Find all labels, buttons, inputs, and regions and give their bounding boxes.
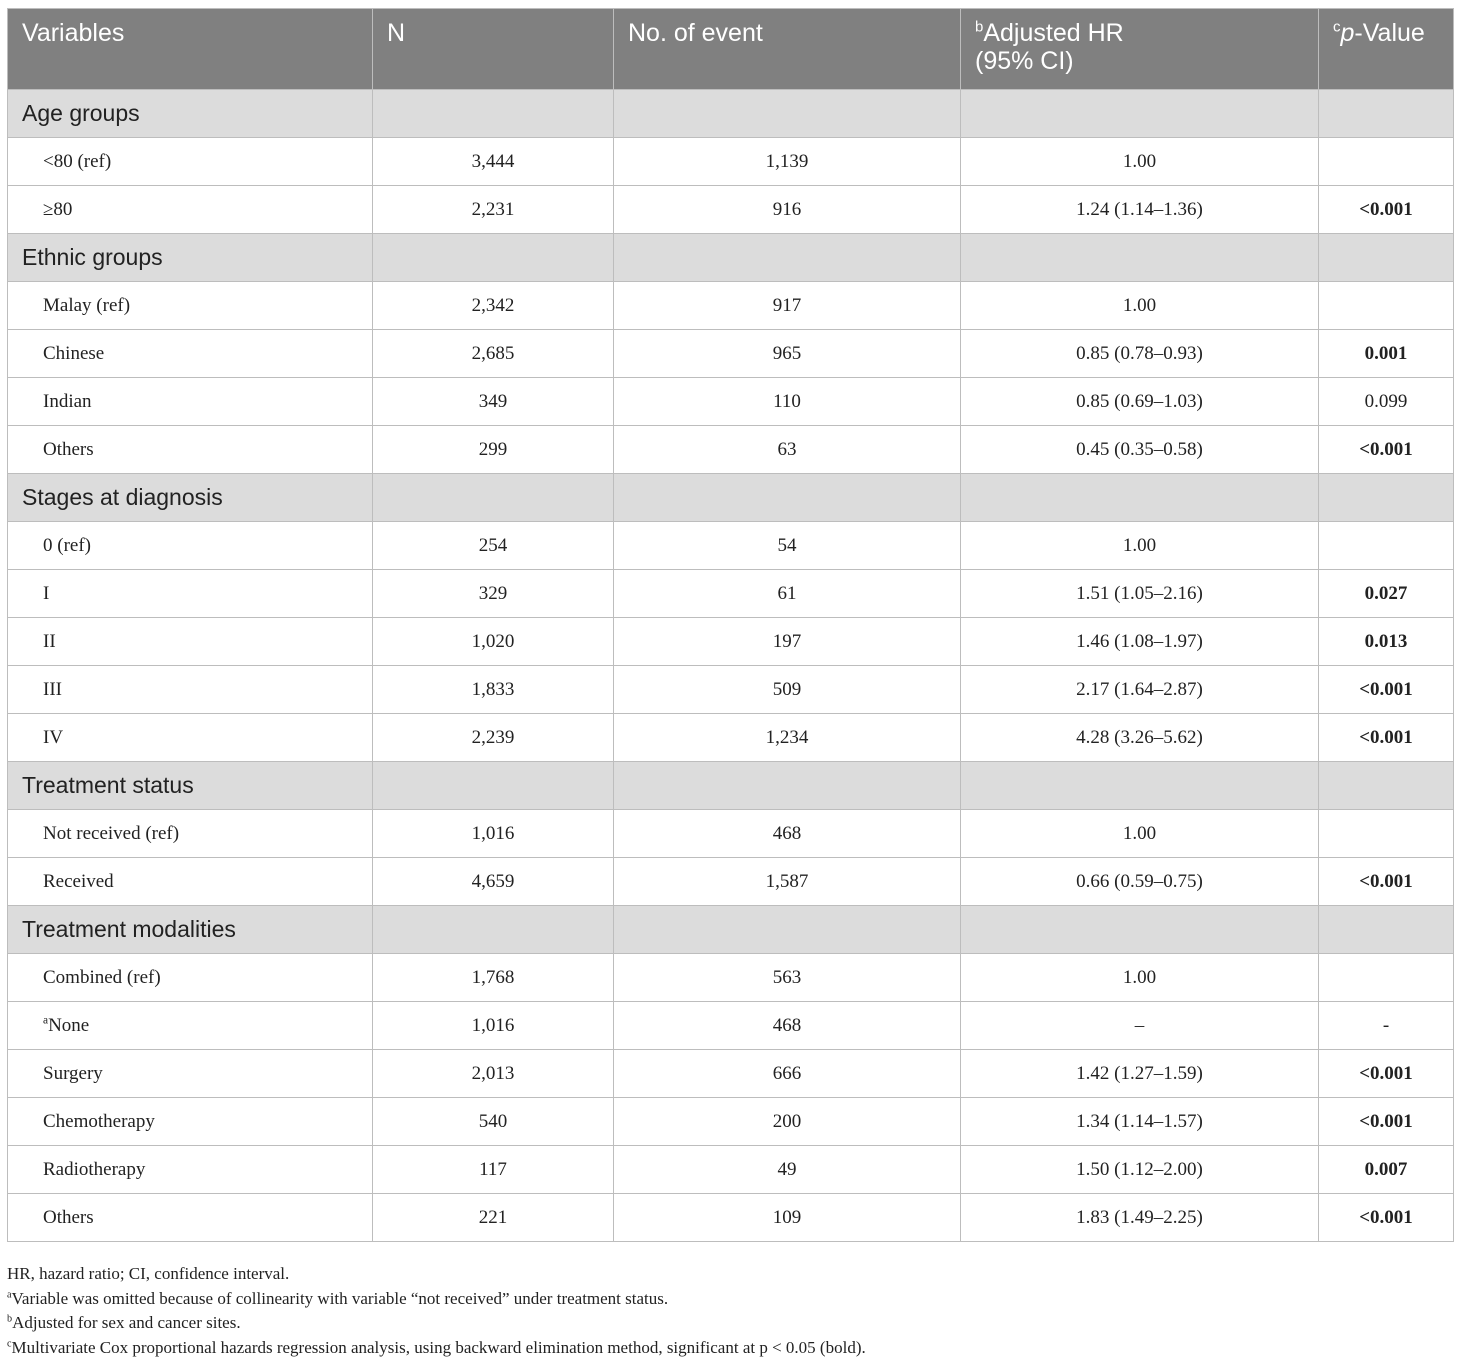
hr-cell: 1.00 xyxy=(961,522,1319,570)
group-empty-cell xyxy=(1319,906,1454,954)
hr-cell: 1.42 (1.27–1.59) xyxy=(961,1050,1319,1098)
footnote-text: Multivariate Cox proportional hazards regression analysis, using backward elimination method, significant at p < 0.05 (bold). xyxy=(11,1337,866,1357)
row-label xyxy=(8,186,373,234)
hr-cell: 1.51 (1.05–2.16) xyxy=(961,570,1319,618)
table-row xyxy=(8,330,1454,378)
row-label-text: Radiotherapy xyxy=(43,1158,146,1180)
row-label-text: Others xyxy=(43,438,94,460)
group-title: Age groups xyxy=(8,90,373,138)
row-label xyxy=(8,378,373,426)
n-cell: 117 xyxy=(373,1146,614,1194)
hr-cell: – xyxy=(961,1002,1319,1050)
row-label xyxy=(8,138,373,186)
table-header-row xyxy=(8,9,1454,90)
table-row xyxy=(8,954,1454,1002)
hr-cell: 1.50 (1.12–2.00) xyxy=(961,1146,1319,1194)
table-row xyxy=(8,1146,1454,1194)
p-value-cell: 0.013 xyxy=(1319,618,1454,666)
hr-cell: 1.83 (1.49–2.25) xyxy=(961,1194,1319,1242)
events-cell: 965 xyxy=(614,330,961,378)
hr-cell: 1.46 (1.08–1.97) xyxy=(961,618,1319,666)
group-row xyxy=(8,762,1454,810)
hr-cell: 2.17 (1.64–2.87) xyxy=(961,666,1319,714)
row-label-text: II xyxy=(43,630,56,652)
group-empty-cell xyxy=(961,234,1319,282)
table-row xyxy=(8,666,1454,714)
row-label-footnote-mark: a xyxy=(43,1014,49,1027)
group-empty-cell xyxy=(961,762,1319,810)
table-row xyxy=(8,570,1454,618)
group-empty-cell xyxy=(373,906,614,954)
events-cell: 509 xyxy=(614,666,961,714)
table-row xyxy=(8,810,1454,858)
n-cell: 1,016 xyxy=(373,1002,614,1050)
p-value-cell xyxy=(1319,954,1454,1002)
table-row xyxy=(8,714,1454,762)
events-cell: 666 xyxy=(614,1050,961,1098)
row-label xyxy=(8,1050,373,1098)
table-footnotes xyxy=(7,1262,866,1360)
events-cell: 1,234 xyxy=(614,714,961,762)
header-p-footnote-mark: c xyxy=(1333,18,1341,36)
p-value-cell: <0.001 xyxy=(1319,1098,1454,1146)
events-cell: 916 xyxy=(614,186,961,234)
row-label-text: ≥80 xyxy=(43,198,73,220)
row-label-text: IV xyxy=(43,726,64,748)
events-cell: 1,587 xyxy=(614,858,961,906)
header-hr-line2: (95% CI) xyxy=(975,47,1074,75)
p-value-cell: 0.001 xyxy=(1319,330,1454,378)
hr-cell: 1.00 xyxy=(961,138,1319,186)
group-empty-cell xyxy=(614,762,961,810)
n-cell: 1,768 xyxy=(373,954,614,1002)
n-cell: 1,020 xyxy=(373,618,614,666)
hr-cell: 0.66 (0.59–0.75) xyxy=(961,858,1319,906)
p-value-cell xyxy=(1319,282,1454,330)
header-p-value xyxy=(1319,9,1454,90)
group-empty-cell xyxy=(961,474,1319,522)
row-label-text: Chinese xyxy=(43,342,105,364)
p-value-cell: <0.001 xyxy=(1319,426,1454,474)
events-cell: 109 xyxy=(614,1194,961,1242)
hr-cell: 0.85 (0.69–1.03) xyxy=(961,378,1319,426)
group-row xyxy=(8,90,1454,138)
table-row xyxy=(8,1194,1454,1242)
group-row xyxy=(8,234,1454,282)
group-title: Treatment status xyxy=(8,762,373,810)
header-n: N xyxy=(373,9,614,90)
n-cell: 221 xyxy=(373,1194,614,1242)
group-title: Treatment modalities xyxy=(8,906,373,954)
cox-regression-table xyxy=(7,8,1454,1242)
hr-cell: 1.00 xyxy=(961,282,1319,330)
footnote xyxy=(7,1262,866,1287)
table-row xyxy=(8,378,1454,426)
footnote xyxy=(7,1287,866,1312)
footnote-mark: b xyxy=(7,1313,13,1325)
row-label xyxy=(8,954,373,1002)
results-table-container xyxy=(7,8,1453,1242)
row-label xyxy=(8,522,373,570)
events-cell: 63 xyxy=(614,426,961,474)
events-cell: 563 xyxy=(614,954,961,1002)
header-variables: Variables xyxy=(8,9,373,90)
group-empty-cell xyxy=(614,474,961,522)
p-value-cell: <0.001 xyxy=(1319,1194,1454,1242)
events-cell: 468 xyxy=(614,810,961,858)
row-label xyxy=(8,1194,373,1242)
row-label xyxy=(8,666,373,714)
n-cell: 3,444 xyxy=(373,138,614,186)
row-label-text: <80 (ref) xyxy=(43,150,112,172)
p-value-cell: <0.001 xyxy=(1319,714,1454,762)
row-label-text: Not received (ref) xyxy=(43,822,180,844)
group-empty-cell xyxy=(961,90,1319,138)
row-label xyxy=(8,1098,373,1146)
group-row xyxy=(8,474,1454,522)
row-label xyxy=(8,426,373,474)
p-value-cell: <0.001 xyxy=(1319,666,1454,714)
table-row xyxy=(8,618,1454,666)
row-label xyxy=(8,714,373,762)
n-cell: 329 xyxy=(373,570,614,618)
n-cell: 540 xyxy=(373,1098,614,1146)
row-label xyxy=(8,810,373,858)
n-cell: 4,659 xyxy=(373,858,614,906)
footnote-text: Adjusted for sex and cancer sites. xyxy=(12,1313,241,1332)
n-cell: 2,013 xyxy=(373,1050,614,1098)
row-label-text: Malay (ref) xyxy=(43,294,131,316)
hr-cell: 0.85 (0.78–0.93) xyxy=(961,330,1319,378)
footnote-text: HR, hazard ratio; CI, confidence interval. xyxy=(7,1264,290,1283)
row-label-text: III xyxy=(43,678,62,700)
table-row xyxy=(8,1050,1454,1098)
footnote-text: Variable was omitted because of collinearity with variable “not received” under treatment status. xyxy=(11,1288,669,1308)
n-cell: 2,231 xyxy=(373,186,614,234)
group-empty-cell xyxy=(373,90,614,138)
table-row xyxy=(8,138,1454,186)
p-value-cell xyxy=(1319,522,1454,570)
p-value-cell xyxy=(1319,810,1454,858)
row-label-text: 0 (ref) xyxy=(43,534,91,556)
row-label xyxy=(8,1002,373,1050)
header-p-italic: p xyxy=(1340,19,1355,47)
group-empty-cell xyxy=(1319,474,1454,522)
p-value-cell: <0.001 xyxy=(1319,858,1454,906)
header-events: No. of event xyxy=(614,9,961,90)
group-empty-cell xyxy=(614,90,961,138)
group-empty-cell xyxy=(614,234,961,282)
events-cell: 197 xyxy=(614,618,961,666)
p-value-cell xyxy=(1319,138,1454,186)
group-empty-cell xyxy=(373,234,614,282)
row-label xyxy=(8,618,373,666)
events-cell: 1,139 xyxy=(614,138,961,186)
group-empty-cell xyxy=(961,906,1319,954)
n-cell: 254 xyxy=(373,522,614,570)
n-cell: 2,685 xyxy=(373,330,614,378)
table-body xyxy=(8,90,1454,1242)
events-cell: 49 xyxy=(614,1146,961,1194)
hr-cell: 1.24 (1.14–1.36) xyxy=(961,186,1319,234)
group-empty-cell xyxy=(1319,762,1454,810)
header-hr-line1: Adjusted HR xyxy=(983,19,1124,47)
row-label xyxy=(8,858,373,906)
n-cell: 349 xyxy=(373,378,614,426)
group-empty-cell xyxy=(614,906,961,954)
footnote xyxy=(7,1311,866,1336)
table-row xyxy=(8,186,1454,234)
p-value-cell: 0.027 xyxy=(1319,570,1454,618)
group-empty-cell xyxy=(1319,90,1454,138)
group-empty-cell xyxy=(1319,234,1454,282)
n-cell: 1,016 xyxy=(373,810,614,858)
header-hr-footnote-mark: b xyxy=(975,18,984,36)
row-label-text: Combined (ref) xyxy=(43,966,161,988)
hr-cell: 1.00 xyxy=(961,954,1319,1002)
header-adjusted-hr xyxy=(961,9,1319,90)
hr-cell: 1.34 (1.14–1.57) xyxy=(961,1098,1319,1146)
row-label xyxy=(8,1146,373,1194)
events-cell: 110 xyxy=(614,378,961,426)
hr-cell: 4.28 (3.26–5.62) xyxy=(961,714,1319,762)
row-label-text: Surgery xyxy=(43,1062,103,1084)
p-value-cell: 0.099 xyxy=(1319,378,1454,426)
header-p-rest: -Value xyxy=(1354,19,1425,47)
hr-cell: 1.00 xyxy=(961,810,1319,858)
hr-cell: 0.45 (0.35–0.58) xyxy=(961,426,1319,474)
table-row xyxy=(8,522,1454,570)
row-label-text: Indian xyxy=(43,390,92,412)
events-cell: 917 xyxy=(614,282,961,330)
p-value-cell: 0.007 xyxy=(1319,1146,1454,1194)
p-value-cell: <0.001 xyxy=(1319,186,1454,234)
row-label-text: Received xyxy=(43,870,114,892)
table-row xyxy=(8,1098,1454,1146)
row-label-text: I xyxy=(43,582,50,604)
row-label xyxy=(8,330,373,378)
footnote-mark: c xyxy=(7,1337,12,1349)
table-row xyxy=(8,282,1454,330)
events-cell: 468 xyxy=(614,1002,961,1050)
n-cell: 1,833 xyxy=(373,666,614,714)
row-label-text: None xyxy=(48,1014,90,1036)
events-cell: 200 xyxy=(614,1098,961,1146)
p-value-cell: <0.001 xyxy=(1319,1050,1454,1098)
n-cell: 2,342 xyxy=(373,282,614,330)
table-row xyxy=(8,1002,1454,1050)
group-title: Ethnic groups xyxy=(8,234,373,282)
events-cell: 61 xyxy=(614,570,961,618)
footnote xyxy=(7,1336,866,1361)
n-cell: 2,239 xyxy=(373,714,614,762)
group-empty-cell xyxy=(373,762,614,810)
group-title: Stages at diagnosis xyxy=(8,474,373,522)
group-empty-cell xyxy=(373,474,614,522)
row-label-text: Chemotherapy xyxy=(43,1110,155,1132)
row-label xyxy=(8,282,373,330)
row-label-text: Others xyxy=(43,1206,94,1228)
row-label xyxy=(8,570,373,618)
p-value-cell: - xyxy=(1319,1002,1454,1050)
footnote-mark: a xyxy=(7,1288,12,1300)
n-cell: 299 xyxy=(373,426,614,474)
table-row xyxy=(8,858,1454,906)
table-row xyxy=(8,426,1454,474)
events-cell: 54 xyxy=(614,522,961,570)
group-row xyxy=(8,906,1454,954)
